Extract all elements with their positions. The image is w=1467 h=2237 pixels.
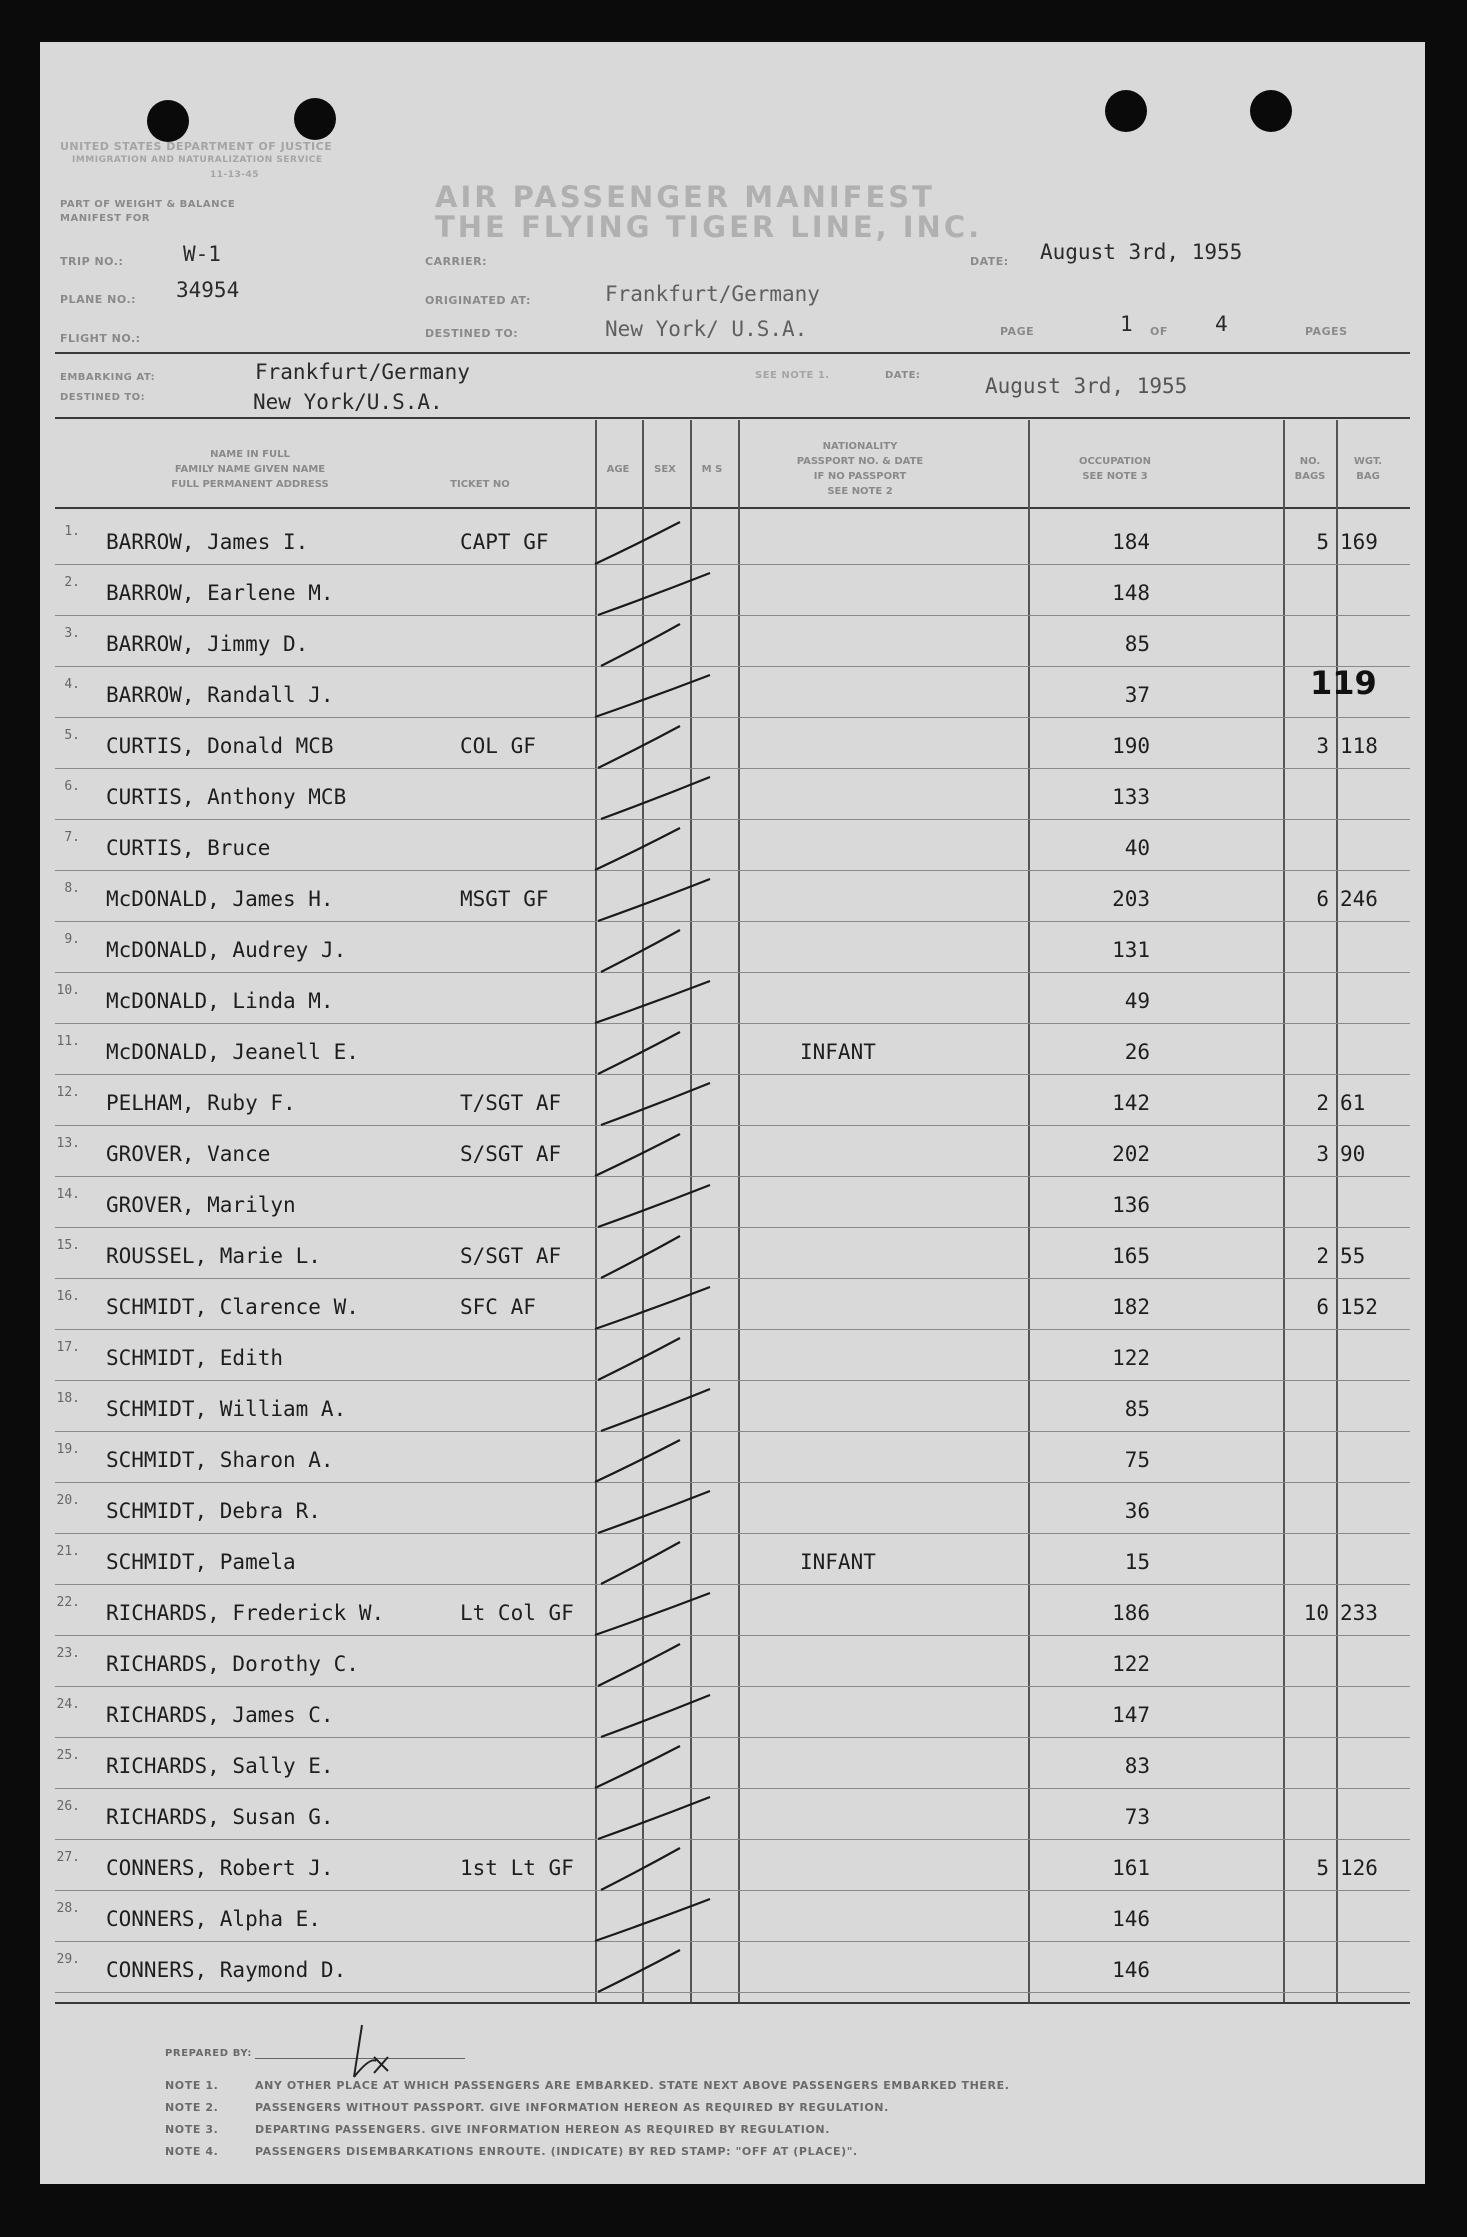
- row-number: 14.: [56, 1187, 80, 1202]
- passenger-rank: Lt Col GF: [460, 1601, 574, 1625]
- passenger-name: ROUSSEL, Marie L.: [106, 1244, 321, 1268]
- trip-value: W-1: [183, 242, 221, 266]
- passenger-weight: 133: [1112, 785, 1150, 809]
- passenger-weight: 146: [1112, 1958, 1150, 1982]
- date-label: DATE:: [970, 255, 1009, 268]
- passenger-weight: 182: [1112, 1295, 1150, 1319]
- originated-label: ORIGINATED AT:: [425, 294, 531, 307]
- passenger-rank: S/SGT AF: [460, 1244, 562, 1268]
- row-number: 29.: [56, 1952, 80, 1967]
- tick-mark: [601, 1542, 680, 1584]
- flight-label: FLIGHT NO.:: [60, 332, 141, 345]
- tick-mark: [601, 777, 710, 819]
- pages-value: 4: [1215, 312, 1228, 336]
- tick-mark: [598, 1644, 680, 1686]
- stamped-number: 119: [1310, 664, 1377, 702]
- passenger-rank: CAPT GF: [460, 530, 549, 554]
- col-name-line3: FULL PERMANENT ADDRESS: [171, 479, 329, 490]
- manifest-title: AIR PASSENGER MANIFEST: [435, 180, 935, 214]
- passenger-weight: 161: [1112, 1856, 1150, 1880]
- col-nationality-line3: IF NO PASSPORT: [813, 471, 907, 482]
- passenger-name: CURTIS, Bruce: [106, 836, 271, 860]
- passenger-weight: 85: [1124, 632, 1150, 656]
- tick-mark: [601, 1389, 710, 1431]
- of-label: OF: [1150, 325, 1168, 338]
- row-number: 6.: [64, 779, 80, 794]
- passenger-bags: 3: [1316, 734, 1329, 758]
- passenger-rank: COL GF: [460, 734, 536, 758]
- passenger-weight: 190: [1112, 734, 1150, 758]
- tick-mark: [595, 981, 710, 1023]
- plane-label: PLANE NO.:: [60, 293, 137, 306]
- col-ms-header: M S: [701, 464, 723, 475]
- passenger-bag-weight: 246: [1340, 887, 1378, 911]
- passenger-weight: 146: [1112, 1907, 1150, 1931]
- passenger-rank: MSGT GF: [460, 887, 549, 911]
- age-column-tick-marks: [40, 42, 1425, 2184]
- col-sex-header: SEX: [654, 464, 676, 475]
- col-nationality-line2: PASSPORT NO. & DATE: [796, 456, 924, 467]
- plane-value: 34954: [176, 278, 240, 302]
- passenger-name: GROVER, Vance: [106, 1142, 271, 1166]
- passenger-rank: S/SGT AF: [460, 1142, 562, 1166]
- passenger-weight: 148: [1112, 581, 1150, 605]
- row-number: 20.: [56, 1493, 80, 1508]
- tick-mark: [598, 726, 680, 768]
- embarking-note-label: SEE NOTE 1.: [755, 370, 830, 381]
- passenger-bags: 5: [1316, 1856, 1329, 1880]
- tick-mark: [598, 1950, 680, 1992]
- tick-mark: [601, 1083, 710, 1125]
- passenger-name: BARROW, Jimmy D.: [106, 632, 309, 656]
- col-bags-line2: BAGS: [1294, 471, 1326, 482]
- tick-mark: [595, 1287, 710, 1329]
- passenger-weight: 122: [1112, 1346, 1150, 1370]
- row-number: 21.: [56, 1544, 80, 1559]
- passenger-bags: 2: [1316, 1244, 1329, 1268]
- passenger-name: CONNERS, Robert J.: [106, 1856, 334, 1880]
- passenger-name: SCHMIDT, Edith: [106, 1346, 284, 1370]
- row-number: 15.: [56, 1238, 80, 1253]
- passenger-name: SCHMIDT, William A.: [106, 1397, 347, 1421]
- col-wgt-line1: WGT.: [1353, 456, 1383, 467]
- passenger-weight: 73: [1124, 1805, 1150, 1829]
- passenger-name: PELHAM, Ruby F.: [106, 1091, 296, 1115]
- passenger-name: GROVER, Marilyn: [106, 1193, 296, 1217]
- passenger-weight: 165: [1112, 1244, 1150, 1268]
- passenger-weight: 147: [1112, 1703, 1150, 1727]
- passenger-name: McDONALD, Jeanell E.: [106, 1040, 359, 1064]
- form-date: 11-13-45: [210, 170, 260, 180]
- passenger-weight: 49: [1124, 989, 1150, 1013]
- carrier-title: THE FLYING TIGER LINE, INC.: [435, 210, 983, 244]
- passenger-name: McDONALD, Audrey J.: [106, 938, 347, 962]
- row-number: 5.: [64, 728, 80, 743]
- passenger-bag-weight: 233: [1340, 1601, 1378, 1625]
- passenger-rank: SFC AF: [460, 1295, 536, 1319]
- tick-mark: [595, 1899, 710, 1941]
- passenger-name: CURTIS, Donald MCB: [106, 734, 334, 758]
- col-name-line2: FAMILY NAME GIVEN NAME: [174, 464, 326, 475]
- row-number: 1.: [64, 524, 80, 539]
- row-number: 23.: [56, 1646, 80, 1661]
- row-number: 22.: [56, 1595, 80, 1610]
- date-value: August 3rd, 1955: [1040, 240, 1243, 264]
- passenger-bags: 6: [1316, 1295, 1329, 1319]
- row-number: 27.: [56, 1850, 80, 1865]
- tick-mark: [595, 1134, 680, 1176]
- tick-mark: [598, 879, 710, 921]
- note-label: NOTE 3.: [165, 2123, 219, 2136]
- passenger-bag-weight: 169: [1340, 530, 1378, 554]
- passenger-weight: 36: [1124, 1499, 1150, 1523]
- passenger-bag-weight: 61: [1340, 1091, 1366, 1115]
- passenger-weight: 83: [1124, 1754, 1150, 1778]
- prepared-by-label: PREPARED BY:: [165, 2048, 252, 2059]
- passenger-weight: 203: [1112, 887, 1150, 911]
- col-bags-line1: NO.: [1299, 456, 1321, 467]
- passenger-bag-weight: 90: [1340, 1142, 1366, 1166]
- tick-mark: [598, 1797, 710, 1839]
- col-occupation-line2: SEE NOTE 3: [1082, 471, 1148, 482]
- row-number: 10.: [56, 983, 80, 998]
- passenger-name: BARROW, Randall J.: [106, 683, 334, 707]
- col-nationality-line4: SEE NOTE 2: [827, 486, 893, 497]
- pages-label: PAGES: [1305, 325, 1348, 338]
- passenger-bags: 10: [1303, 1601, 1329, 1625]
- passenger-weight: 75: [1124, 1448, 1150, 1472]
- embarking-date-label: DATE:: [885, 370, 921, 381]
- tick-mark: [601, 1848, 680, 1890]
- tick-mark: [598, 573, 710, 615]
- note-text: DEPARTING PASSENGERS. GIVE INFORMATION HEREON AS REQUIRED BY REGULATION.: [255, 2123, 831, 2136]
- passenger-nationality: INFANT: [800, 1040, 876, 1064]
- embarking-date-value: August 3rd, 1955: [985, 374, 1188, 398]
- tick-mark: [595, 1440, 680, 1482]
- passenger-name: McDONALD, Linda M.: [106, 989, 334, 1013]
- page-value: 1: [1120, 312, 1133, 336]
- note-label: NOTE 1.: [165, 2079, 219, 2092]
- col-name-line1: NAME IN FULL: [210, 449, 290, 460]
- passenger-name: RICHARDS, Dorothy C.: [106, 1652, 359, 1676]
- col-wgt-line2: BAG: [1356, 471, 1380, 482]
- passenger-bag-weight: 152: [1340, 1295, 1378, 1319]
- passenger-name: SCHMIDT, Pamela: [106, 1550, 296, 1574]
- passenger-weight: 122: [1112, 1652, 1150, 1676]
- passenger-bags: 5: [1316, 530, 1329, 554]
- weight-balance-note: PART OF WEIGHT & BALANCE: [60, 199, 236, 210]
- tick-mark: [598, 1032, 680, 1074]
- row-number: 18.: [56, 1391, 80, 1406]
- passenger-weight: 186: [1112, 1601, 1150, 1625]
- carrier-label: CARRIER:: [425, 255, 488, 268]
- tick-mark: [595, 828, 680, 870]
- passenger-name: CURTIS, Anthony MCB: [106, 785, 347, 809]
- row-number: 8.: [64, 881, 80, 896]
- passenger-weight: 85: [1124, 1397, 1150, 1421]
- manifest-for-note: MANIFEST FOR: [60, 213, 150, 224]
- note-text: PASSENGERS DISEMBARKATIONS ENROUTE. (INDICATE) BY RED STAMP: "OFF AT (PLACE)".: [255, 2145, 858, 2158]
- row-number: 16.: [56, 1289, 80, 1304]
- passenger-bag-weight: 118: [1340, 734, 1378, 758]
- destined-value: New York/ U.S.A.: [605, 317, 808, 341]
- tick-mark: [595, 522, 680, 564]
- note-text: PASSENGERS WITHOUT PASSPORT. GIVE INFORMATION HEREON AS REQUIRED BY REGULATION.: [255, 2101, 889, 2114]
- note-label: NOTE 2.: [165, 2101, 219, 2114]
- note-label: NOTE 4.: [165, 2145, 219, 2158]
- page-label: PAGE: [1000, 325, 1035, 338]
- row-number: 3.: [64, 626, 80, 641]
- department-line: UNITED STATES DEPARTMENT OF JUSTICE: [60, 140, 333, 153]
- passenger-weight: 37: [1124, 683, 1150, 707]
- passenger-bag-weight: 55: [1340, 1244, 1366, 1268]
- table-bottom-border: [55, 2002, 1410, 2004]
- row-number: 11.: [56, 1034, 80, 1049]
- passenger-weight: 131: [1112, 938, 1150, 962]
- passenger-weight: 26: [1124, 1040, 1150, 1064]
- row-number: 9.: [64, 932, 80, 947]
- col-ticket-header: TICKET NO: [450, 479, 510, 490]
- note-text: ANY OTHER PLACE AT WHICH PASSENGERS ARE EMBARKED. STATE NEXT ABOVE PASSENGERS EMBARKED THERE.: [255, 2079, 1010, 2092]
- row-number: 4.: [64, 677, 80, 692]
- passenger-weight: 184: [1112, 530, 1150, 554]
- row-number: 19.: [56, 1442, 80, 1457]
- passenger-name: BARROW, James I.: [106, 530, 309, 554]
- passenger-name: RICHARDS, Sally E.: [106, 1754, 334, 1778]
- passenger-bags: 3: [1316, 1142, 1329, 1166]
- passenger-name: SCHMIDT, Clarence W.: [106, 1295, 359, 1319]
- passenger-weight: 136: [1112, 1193, 1150, 1217]
- passenger-rank: 1st Lt GF: [460, 1856, 574, 1880]
- passenger-weight: 15: [1124, 1550, 1150, 1574]
- passenger-name: CONNERS, Alpha E.: [106, 1907, 321, 1931]
- passenger-name: SCHMIDT, Debra R.: [106, 1499, 321, 1523]
- row-number: 17.: [56, 1340, 80, 1355]
- passenger-name: SCHMIDT, Sharon A.: [106, 1448, 334, 1472]
- manifest-page: [40, 42, 1425, 2184]
- embarking-destined-label: DESTINED TO:: [60, 392, 146, 403]
- passenger-name: McDONALD, James H.: [106, 887, 334, 911]
- passenger-name: CONNERS, Raymond D.: [106, 1958, 347, 1982]
- tick-mark: [598, 1491, 710, 1533]
- tick-mark: [598, 1338, 680, 1380]
- passenger-bags: 6: [1316, 887, 1329, 911]
- row-number: 2.: [64, 575, 80, 590]
- tick-mark: [598, 1185, 710, 1227]
- tick-mark: [601, 1695, 710, 1737]
- tick-mark: [601, 624, 680, 666]
- destined-label: DESTINED TO:: [425, 327, 519, 340]
- embarking-destined-value: New York/U.S.A.: [253, 390, 443, 414]
- row-number: 13.: [56, 1136, 80, 1151]
- embarking-value: Frankfurt/Germany: [255, 360, 470, 384]
- col-nationality-line1: NATIONALITY: [822, 441, 898, 452]
- tick-mark: [595, 675, 710, 717]
- trip-label: TRIP NO.:: [60, 255, 124, 268]
- tick-mark: [595, 1746, 680, 1788]
- passenger-name: RICHARDS, Frederick W.: [106, 1601, 385, 1625]
- passenger-weight: 202: [1112, 1142, 1150, 1166]
- tick-mark: [601, 930, 680, 972]
- passenger-weight: 40: [1124, 836, 1150, 860]
- passenger-nationality: INFANT: [800, 1550, 876, 1574]
- row-number: 25.: [56, 1748, 80, 1763]
- row-number: 12.: [56, 1085, 80, 1100]
- row-number: 24.: [56, 1697, 80, 1712]
- row-number: 26.: [56, 1799, 80, 1814]
- col-occupation-line1: OCCUPATION: [1078, 456, 1152, 467]
- row-number: 7.: [64, 830, 80, 845]
- passenger-bag-weight: 126: [1340, 1856, 1378, 1880]
- passenger-name: RICHARDS, James C.: [106, 1703, 334, 1727]
- embarking-label: EMBARKING AT:: [60, 372, 156, 383]
- passenger-name: RICHARDS, Susan G.: [106, 1805, 334, 1829]
- row-number: 28.: [56, 1901, 80, 1916]
- col-age-header: AGE: [606, 464, 630, 475]
- passenger-rank: T/SGT AF: [460, 1091, 562, 1115]
- tick-mark: [595, 1593, 710, 1635]
- originated-value: Frankfurt/Germany: [605, 282, 820, 306]
- passenger-weight: 142: [1112, 1091, 1150, 1115]
- passenger-bags: 2: [1316, 1091, 1329, 1115]
- passenger-name: BARROW, Earlene M.: [106, 581, 334, 605]
- service-line: IMMIGRATION AND NATURALIZATION SERVICE: [72, 155, 323, 165]
- tick-mark: [601, 1236, 680, 1278]
